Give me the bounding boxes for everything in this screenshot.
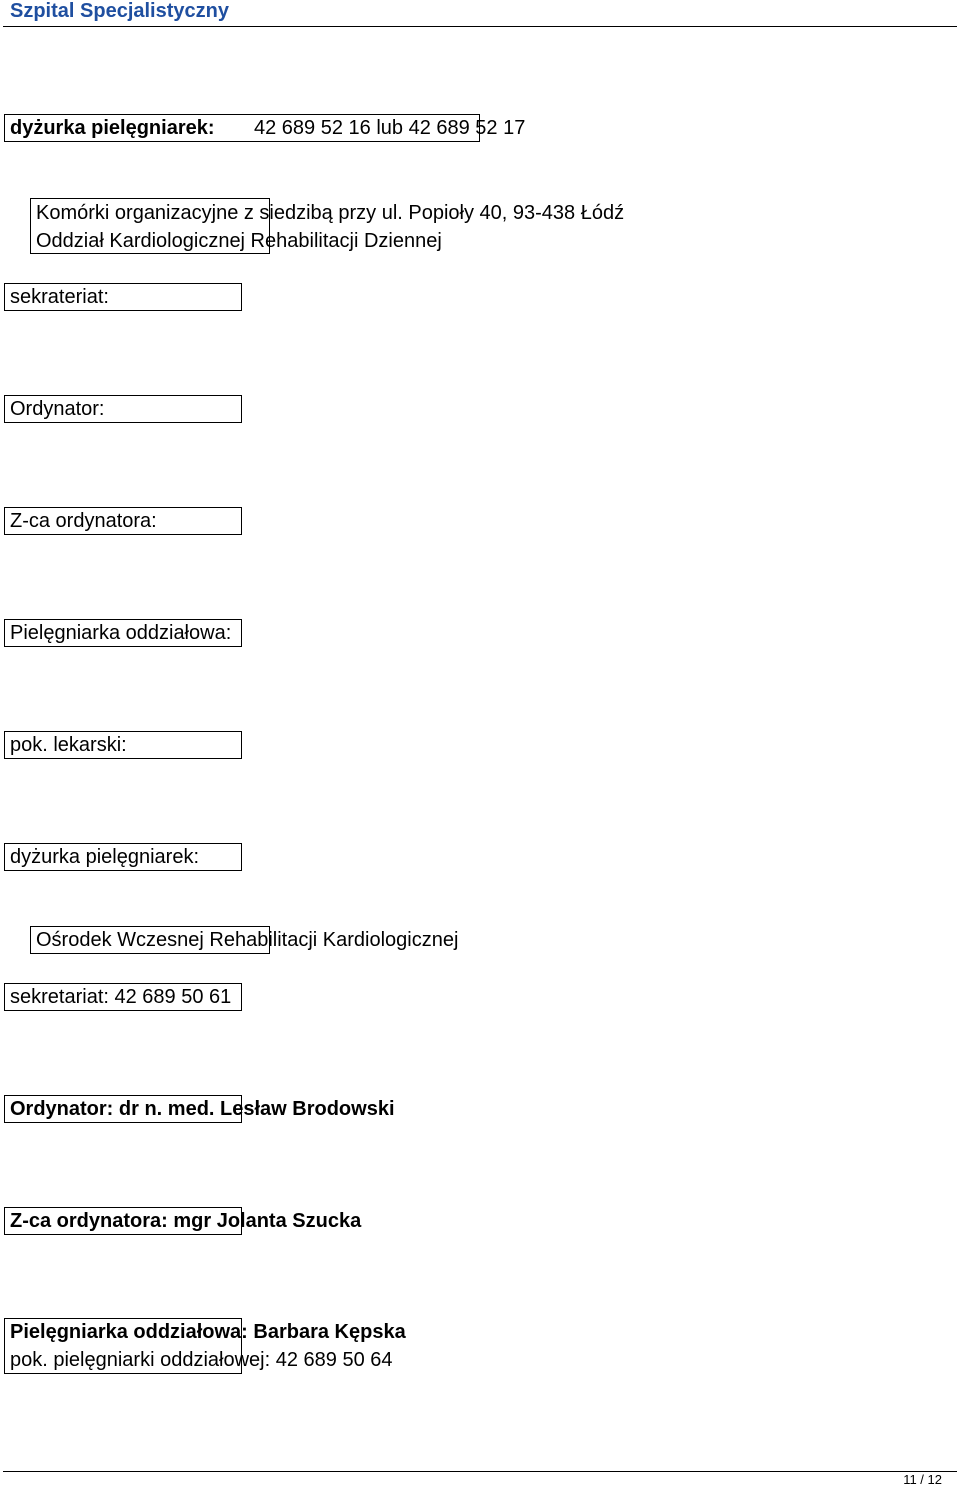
oddzial-line: Oddział Kardiologicznej Rehabilitacji Dziennej: [36, 230, 442, 252]
pielegniarka-oddzialowa-line: Pielęgniarka oddziałowa: Barbara Kępska: [10, 1321, 406, 1343]
ordynator-line: Ordynator: dr n. med. Lesław Brodowski: [10, 1098, 395, 1120]
ordynator-label: Ordynator:: [10, 398, 105, 420]
sekretariat-label: sekrateriat:: [10, 286, 109, 308]
header-rule: [3, 26, 957, 27]
zca-ordynatora-label: Z-ca ordynatora:: [10, 510, 157, 532]
footer-rule: [3, 1471, 957, 1472]
pielegniarka-oddzialowa-label: Pielęgniarka oddziałowa:: [10, 622, 232, 644]
dyzurka-top-label: dyżurka pielęgniarek:: [10, 117, 215, 139]
pok-pielegniarki-line: pok. pielęgniarki oddziałowej: 42 689 50 64: [10, 1349, 393, 1371]
osrodek-line: Ośrodek Wczesnej Rehabilitacji Kardiologicznej: [36, 929, 459, 951]
dyzurka-top-value: 42 689 52 16 lub 42 689 52 17: [254, 117, 526, 139]
komorki-line: Komórki organizacyjne z siedzibą przy ul. Popioły 40, 93-438 Łódź: [36, 202, 625, 224]
pok-lekarski-label: pok. lekarski:: [10, 734, 127, 756]
dyzurka-label: dyżurka pielęgniarek:: [10, 846, 199, 868]
page-number: 11 / 12: [903, 1472, 942, 1487]
sekretariat-line: sekretariat: 42 689 50 61: [10, 986, 232, 1008]
zca-ordynatora-line: Z-ca ordynatora: mgr Jolanta Szucka: [10, 1210, 362, 1232]
document-header-title: Szpital Specjalistyczny: [10, 0, 229, 22]
